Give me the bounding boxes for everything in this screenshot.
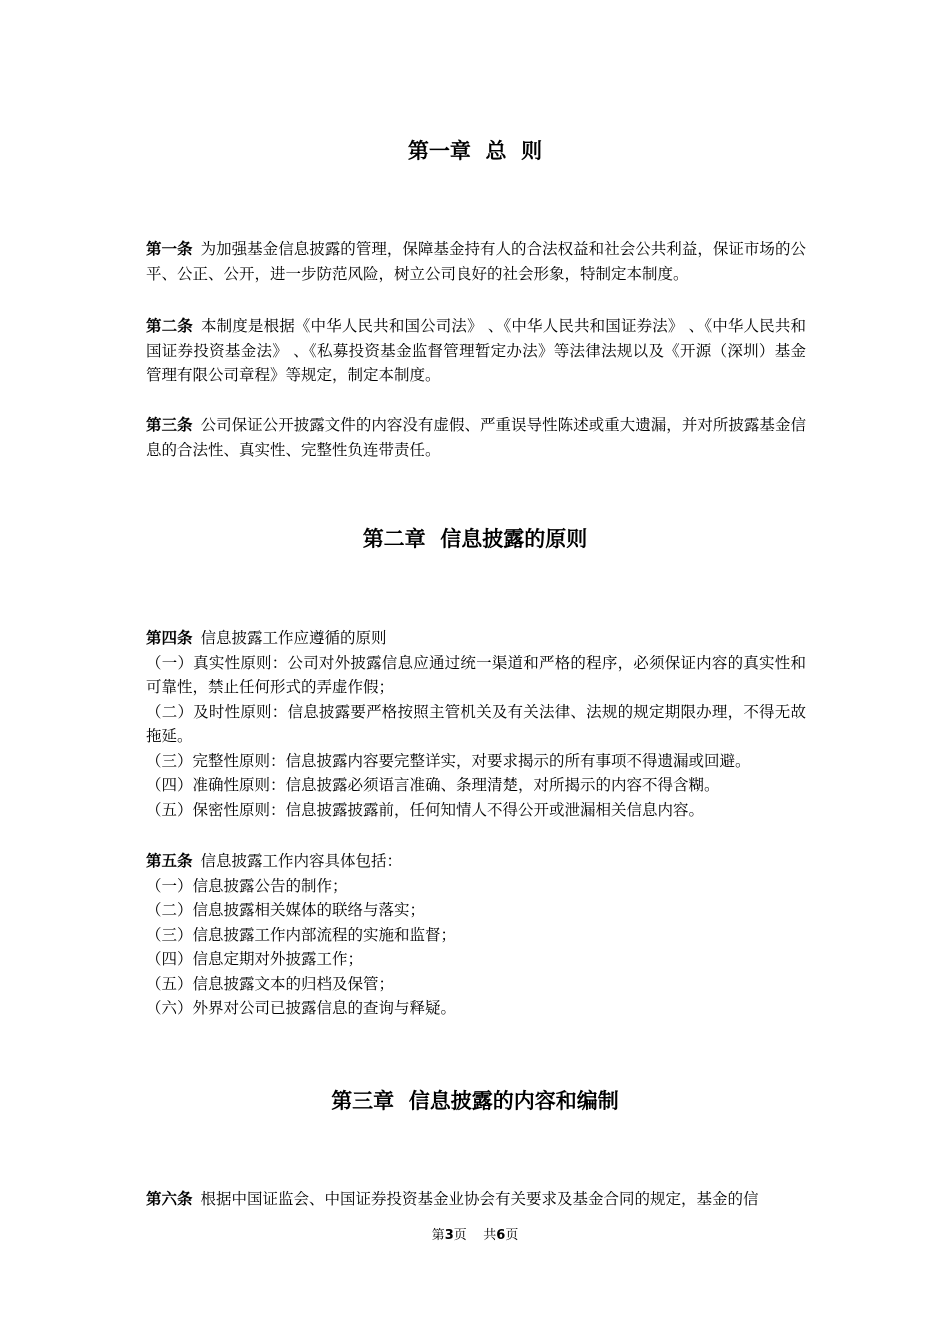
list-item: （二）及时性原则：信息披露要严格按照主管机关及有关法律、法规的规定期限办理，不得无故拖延。	[146, 702, 806, 745]
article-5-label: 第五条	[146, 852, 193, 870]
footer-page-number: 3	[444, 1228, 454, 1243]
article-2	[146, 314, 806, 388]
list-item: （一）真实性原则：公司对外披露信息应通过统一渠道和严格的程序，必须保证内容的真实性和可靠性，禁止任何形式的弄虚作假；	[146, 653, 806, 696]
article-1	[146, 237, 806, 286]
list-item: （三）信息披露工作内部流程的实施和监督；	[146, 925, 457, 944]
article-3	[146, 413, 806, 462]
article-3-text: 公司保证公开披露文件的内容没有虚假、严重误导性陈述或重大遗漏，并对所披露基金信息的合法性、真实性、完整性负连带责任。	[146, 416, 806, 459]
chapter-1-title: 第一章 总 则	[407, 139, 543, 163]
article-5-list	[146, 874, 806, 1021]
list-item: （三）完整性原则：信息披露内容要完整详实，对要求揭示的所有事项不得遗漏或回避。	[146, 751, 751, 770]
list-item: （四）准确性原则：信息披露必须语言准确、条理清楚，对所揭示的内容不得含糊。	[146, 776, 720, 794]
list-item: （五）保密性原则：信息披露披露前，任何知情人不得公开或泄漏相关信息内容。	[146, 800, 705, 819]
article-6-text: 根据中国证监会、中国证券投资基金业协会有关要求及基金合同的规定，基金的信	[200, 1190, 759, 1208]
article-4	[146, 626, 806, 822]
footer-prefix: 第	[431, 1228, 445, 1243]
article-2-label: 第二条	[146, 317, 193, 335]
footer-middle: 页 共	[453, 1228, 497, 1243]
list-item: （六）外界对公司已披露信息的查询与释疑。	[146, 999, 457, 1017]
article-6	[146, 1187, 806, 1212]
article-2-text: 本制度是根据《中华人民共和国公司法》 、《中华人民共和国证券法》 、《中华人民共和国证券投资基金法》 、《私募投资基金监督管理暂定办法》等法律法规以及《开源（深圳）基金管理有限公司章程》等规定，制定本制度。	[146, 317, 806, 384]
article-5	[146, 849, 806, 1021]
article-4-label: 第四条	[146, 629, 193, 647]
list-item: （一）信息披露公告的制作；	[146, 876, 348, 895]
page-footer	[0, 1226, 950, 1246]
footer-suffix: 页	[505, 1228, 519, 1243]
chapter-3-title: 第三章 信息披露的内容和编制	[331, 1089, 619, 1113]
article-4-text: 信息披露工作应遵循的原则	[200, 629, 387, 647]
article-4-list	[146, 651, 806, 823]
article-1-text: 为加强基金信息披露的管理，保障基金持有人的合法权益和社会公共利益，保证市场的公平、公正、公开，进一步防范风险，树立公司良好的社会形象，特制定本制度。	[146, 240, 806, 283]
list-item: （五）信息披露文本的归档及保管；	[146, 974, 395, 993]
list-item: （二）信息披露相关媒体的联络与落实；	[146, 901, 426, 919]
article-1-label: 第一条	[146, 240, 193, 258]
article-3-label: 第三条	[146, 416, 193, 434]
article-5-text: 信息披露工作内容具体包括：	[200, 852, 403, 870]
list-item: （四）信息定期对外披露工作；	[146, 950, 364, 968]
chapter-2-title: 第二章 信息披露的原则	[362, 527, 588, 551]
article-6-label: 第六条	[146, 1190, 193, 1208]
footer-total-pages: 6	[496, 1228, 506, 1243]
